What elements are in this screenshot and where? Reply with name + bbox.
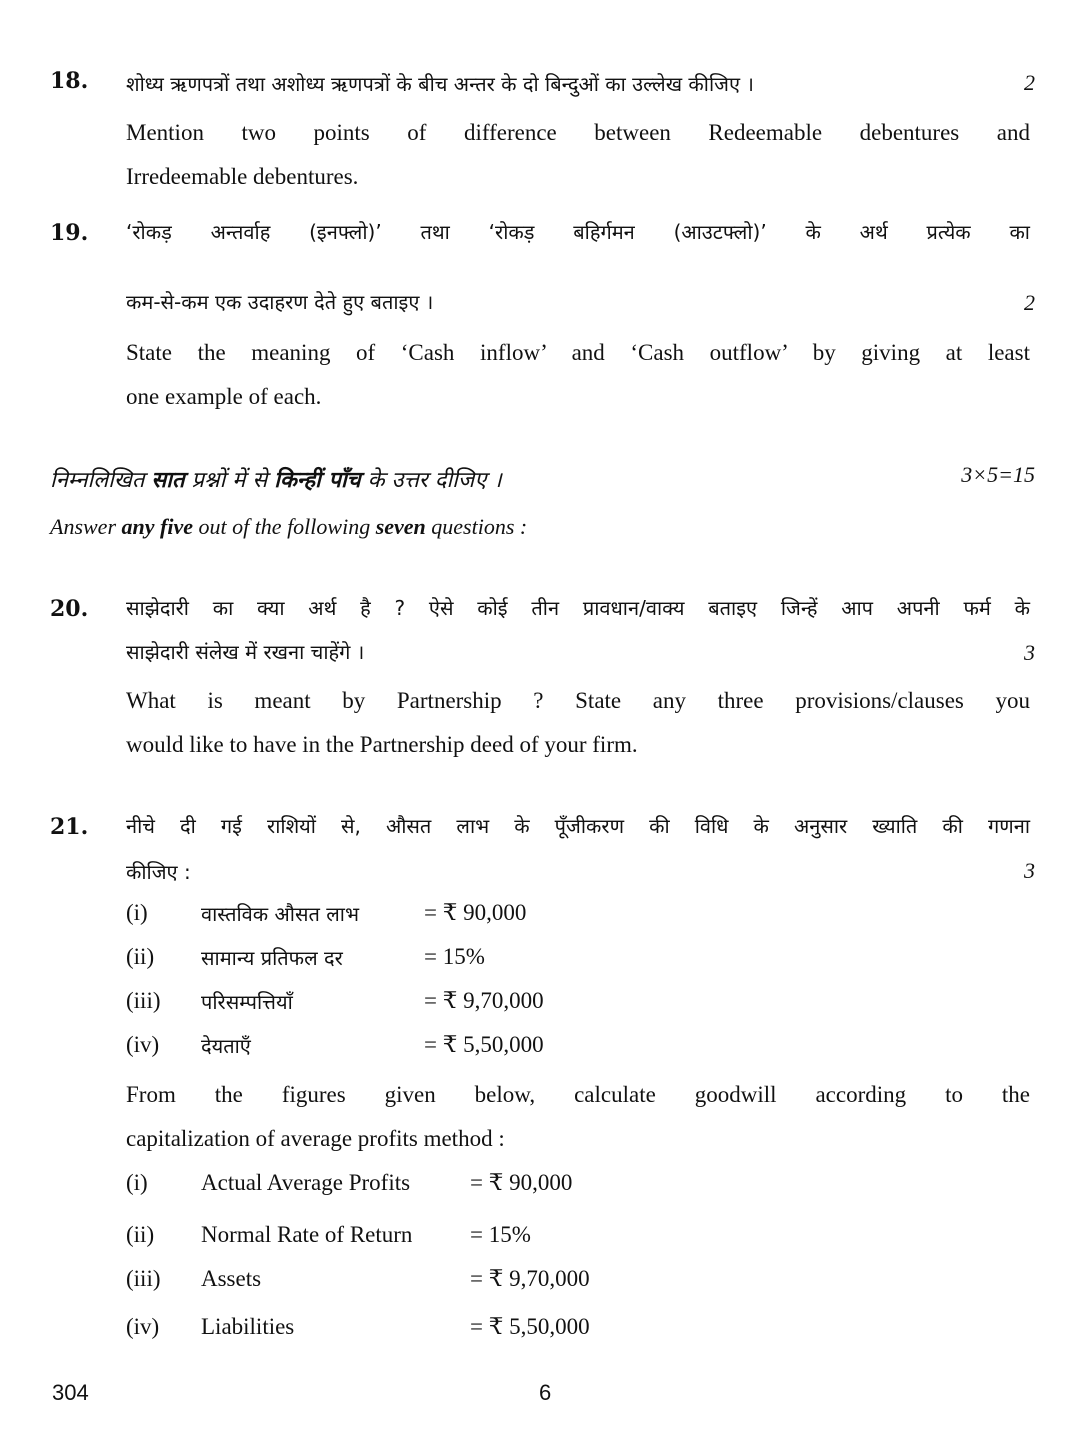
question-hindi-line-2: कीजिए : [126, 860, 191, 884]
question-marks: 2 [1024, 70, 1035, 95]
question-number: 18. [50, 68, 89, 94]
question-number: 21. [50, 814, 89, 840]
question-english-line-1: Mention two points of difference between Redeemable debentures and [126, 120, 1030, 145]
question-english-line-1: State the meaning of ‘Cash inflow’ and ‘Cash outflow’ by giving at least [126, 340, 1030, 365]
question-hindi-line-1: नीचे दी गई राशियों से, औसत लाभ के पूँजीकरण की विधि के अनुसार ख्याति की गणना [126, 814, 1030, 838]
question-english-line-2: Irredeemable debentures. [126, 164, 359, 189]
question-english-line-2: would like to have in the Partnership deed of your firm. [126, 732, 638, 757]
question-hindi-text: शोध्य ऋणपत्रों तथा अशोध्य ऋणपत्रों के बीच अन्तर के दो बिन्दुओं का उल्लेख कीजिए । [126, 72, 754, 96]
question-number: 20. [50, 596, 89, 622]
section-instruction-hindi: निम्नलिखित सात प्रश्नों में से किन्हीं पाँच के उत्तर दीजिए । [50, 468, 502, 493]
question-marks: 3 [1024, 640, 1035, 665]
question-marks: 3 [1024, 858, 1035, 883]
page-number: 6 [539, 1380, 552, 1405]
question-hindi-line-1: ‘रोकड़ अन्तर्वाह (इनफ्लो)’ तथा ‘रोकड़ बहिर्गमन (आउटफ्लो)’ के अर्थ प्रत्येक का [126, 220, 1030, 244]
paper-code: 304 [52, 1380, 89, 1405]
question-english-line-2: one example of each. [126, 384, 322, 409]
question-english-line-1: What is meant by Partnership ? State any three provisions/clauses you [126, 688, 1030, 713]
question-number: 19. [50, 220, 89, 246]
question-21-english-line-2: capitalization of average profits method : [126, 1126, 505, 1151]
section-instruction-english: Answer any five out of the following seven questions : [50, 514, 528, 539]
question-marks: 2 [1024, 290, 1035, 315]
question-21-english-line-1: From the figures given below, calculate goodwill according to the [126, 1082, 1030, 1107]
question-hindi-line-2: साझेदारी संलेख में रखना चाहेंगे । [126, 640, 365, 664]
question-hindi-line-1: साझेदारी का क्या अर्थ है ? ऐसे कोई तीन प्रावधान/वाक्य बताइए जिन्हें आप अपनी फर्म के [126, 596, 1030, 620]
question-hindi-line-2: कम-से-कम एक उदाहरण देते हुए बताइए । [126, 290, 434, 314]
section-marks: 3×5=15 [961, 462, 1035, 487]
